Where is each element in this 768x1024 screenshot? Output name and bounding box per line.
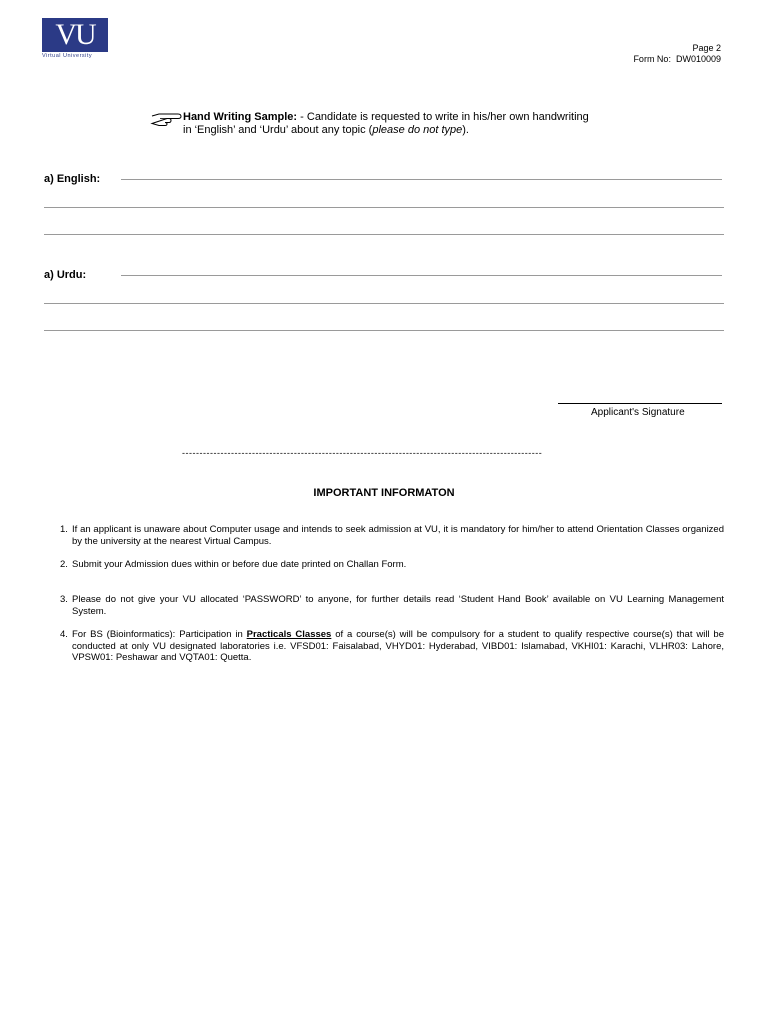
page-info <box>633 43 721 65</box>
important-info-title: IMPORTANT INFORMATON <box>313 487 455 499</box>
info-item-4 <box>60 629 724 664</box>
handwriting-text-2b: please do not type <box>372 124 463 136</box>
form-number <box>633 54 721 65</box>
info-item-number: 3. <box>60 594 68 605</box>
urdu-writing-line-1[interactable] <box>121 275 722 276</box>
english-writing-line-3[interactable] <box>44 234 724 235</box>
handwriting-text-2a: in ‘English’ and ‘Urdu’ about any topic ( <box>183 124 373 136</box>
page-number: Page 2 <box>692 43 721 53</box>
dashed-divider: ------------------------------------------------------------------------------------------------------- <box>182 448 543 458</box>
english-writing-line-1[interactable] <box>121 179 722 180</box>
form-number-value: DW010009 <box>675 54 721 64</box>
info-item-text-c: of a course(s) will be compulsory for a student to qualify respective course(s) that will be conducted at only VU designated laboratories i.e. VFSD01: Faisalabad, VHYD01: Hyderabad, VIBD01: Islamabad, VKHI01: Karachi, VLHR03: Lahore, VPSW01: Peshawar and VQTA01: Quetta. <box>72 629 724 663</box>
handwriting-title: Hand Writing Sample: <box>183 111 298 123</box>
info-item-number: 1. <box>60 524 68 535</box>
info-item-text-a: For BS (Bioinformatics): Participation in <box>72 629 247 640</box>
urdu-label: a) Urdu: <box>44 269 87 281</box>
urdu-writing-line-3[interactable] <box>44 330 724 331</box>
english-label: a) English: <box>44 173 101 185</box>
info-item-2 <box>60 559 724 571</box>
english-writing-line-2[interactable] <box>44 207 724 208</box>
info-item-number: 4. <box>60 629 68 640</box>
info-item-3 <box>60 594 724 617</box>
info-item-text <box>72 629 724 664</box>
handwriting-text-2c: ). <box>462 124 469 136</box>
vu-logo <box>42 18 110 60</box>
info-item-number: 2. <box>60 559 68 570</box>
info-item-text: Submit your Admission dues within or before due date printed on Challan Form. <box>72 559 407 570</box>
logo-mark: VU <box>42 18 108 52</box>
signature-label: Applicant's Signature <box>591 407 685 418</box>
pointing-hand-icon <box>150 111 182 127</box>
urdu-writing-line-2[interactable] <box>44 303 724 304</box>
handwriting-text-1: - Candidate is requested to write in his/her own handwriting <box>297 111 589 123</box>
practicals-classes-emphasis: Practicals Classes <box>246 629 332 640</box>
info-item-text: If an applicant is unaware about Computer usage and intends to seek admission at VU, it is mandatory for him/her to attend Orientation Classes organized by the university at the nearest Virtual Campus. <box>72 524 724 547</box>
handwriting-instructions <box>150 111 630 137</box>
info-item-1 <box>60 524 724 547</box>
info-item-text: Please do not give your VU allocated ‘PASSWORD’ to anyone, for further details read ‘Student Hand Book’ available on VU Learning Management System. <box>72 594 724 617</box>
form-number-label: Form No: <box>633 54 671 64</box>
logo-subtitle: Virtual University <box>42 53 93 59</box>
signature-line[interactable] <box>558 403 722 404</box>
